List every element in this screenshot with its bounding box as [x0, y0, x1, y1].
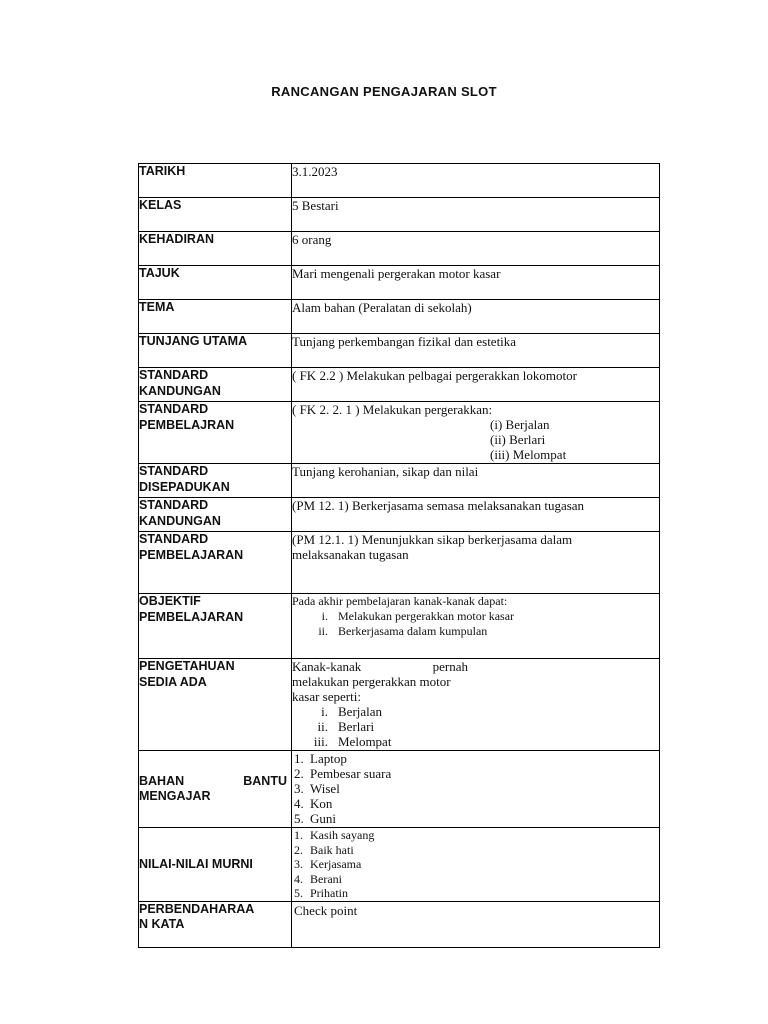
row-objektif	[139, 594, 660, 659]
list-text: Berani	[310, 871, 342, 886]
value-standard-kandungan-2: (PM 12. 1) Berkerjasama semasa melaksanakan tugasan	[292, 498, 660, 532]
label-line: STANDARD	[139, 368, 209, 382]
value-perbendaharaan-kata: Check point	[292, 901, 660, 947]
label-line: STANDARD	[139, 464, 209, 478]
list-number: ii.	[317, 719, 328, 734]
list-item	[294, 796, 659, 811]
label-standard-kandungan-1	[139, 368, 292, 402]
label-standard-pembelajaran-2	[139, 532, 292, 594]
list-text: Guni	[310, 811, 336, 826]
value-objektif	[292, 594, 660, 659]
list-number: 4.	[294, 796, 304, 811]
label-line: DISEPADUKAN	[139, 479, 230, 494]
list-number: 1.	[294, 828, 303, 842]
list-number: 3.	[294, 857, 303, 871]
list-item	[294, 886, 659, 901]
value-kehadiran: 6 orang	[292, 232, 660, 266]
standard-text-line: melaksanakan tugasan	[292, 547, 409, 562]
list-number: ii.	[318, 624, 328, 638]
label-perbendaharaan-kata	[139, 901, 292, 947]
label-kehadiran: KEHADIRAN	[139, 232, 292, 266]
row-perbendaharaan-kata	[139, 901, 660, 947]
label-line: OBJEKTIF	[139, 594, 201, 608]
label-line: KANDUNGAN	[139, 383, 221, 398]
row-kelas	[139, 198, 660, 232]
label-nilai-murni: NILAI-NILAI MURNI	[139, 828, 292, 902]
label-line: STANDARD	[139, 402, 209, 416]
list-text: Melakukan pergerakkan motor kasar	[338, 609, 515, 623]
list-text: Kasih sayang	[310, 828, 375, 842]
list-item	[292, 609, 659, 624]
label-word: BAHAN	[139, 773, 185, 788]
list-item: (ii) Berlari	[490, 432, 546, 447]
page-title: RANCANGAN PENGAJARAN SLOT	[271, 84, 497, 99]
label-bahan-bantu	[139, 751, 292, 828]
label-standard-kandungan-2	[139, 498, 292, 532]
list-number: 4.	[294, 871, 303, 886]
label-line	[139, 774, 291, 790]
value-standard-pembelajaran-1	[292, 402, 660, 464]
lesson-plan-table	[138, 163, 660, 948]
row-standard-pembelajaran-1	[139, 402, 660, 464]
objective-intro: Pada akhir pembelajaran kanak-kanak dapat:	[292, 594, 508, 608]
row-standard-pembelajaran-2	[139, 532, 660, 594]
row-pengetahuan	[139, 659, 660, 751]
label-standard-disepadukan	[139, 464, 292, 498]
list-item	[294, 766, 659, 781]
list-item	[294, 872, 659, 887]
list-item	[294, 828, 659, 843]
label-line: PERBENDAHARAA	[139, 901, 255, 916]
standard-text-line: (PM 12.1. 1) Menunjukkan sikap berkerjasama dalam	[292, 532, 573, 547]
label-line: PEMBELAJARAN	[139, 609, 244, 624]
row-tunjang-utama	[139, 334, 660, 368]
list-text: Baik hati	[310, 842, 354, 857]
row-nilai-murni	[139, 828, 660, 902]
label-line: KANDUNGAN	[139, 513, 221, 528]
value-standard-kandungan-1: ( FK 2.2 ) Melakukan pelbagai pergerakkan lokomotor	[292, 368, 660, 402]
list-number: i.	[321, 704, 328, 719]
label-line: STANDARD	[139, 532, 209, 546]
list-text: Prihatin	[310, 886, 348, 900]
label-tema: TEMA	[139, 300, 292, 334]
list-number: iii.	[313, 734, 328, 749]
row-standard-disepadukan	[139, 464, 660, 498]
list-item	[292, 704, 659, 719]
list-number: 5.	[294, 811, 304, 826]
list-item: (i) Berjalan	[490, 417, 550, 432]
list-number: 1.	[294, 751, 304, 766]
row-standard-kandungan-1	[139, 368, 660, 402]
list-text: Laptop	[310, 751, 347, 766]
row-tarikh	[139, 164, 660, 198]
value-tema: Alam bahan (Peralatan di sekolah)	[292, 300, 660, 334]
label-tajuk: TAJUK	[139, 266, 292, 300]
row-tajuk	[139, 266, 660, 300]
label-word: BANTU	[243, 773, 287, 788]
list-number: 3.	[294, 781, 304, 796]
text-line: kasar seperti:	[292, 689, 361, 704]
list-text: Melompat	[338, 734, 392, 749]
text-line	[292, 659, 468, 674]
value-nilai-murni	[292, 828, 660, 902]
text-word: pernah	[432, 659, 468, 674]
label-line: MENGAJAR	[139, 789, 211, 803]
value-tarikh: 3.1.2023	[292, 164, 660, 198]
row-bahan-bantu	[139, 751, 660, 828]
row-kehadiran	[139, 232, 660, 266]
label-line: STANDARD	[139, 498, 209, 512]
list-number: 2.	[294, 842, 303, 857]
list-item	[294, 843, 659, 858]
standard-text: ( FK 2. 2. 1 ) Melakukan pergerakkan:	[292, 402, 493, 417]
list-text: Kerjasama	[310, 857, 362, 871]
list-text: Kon	[310, 796, 333, 811]
value-standard-pembelajaran-2	[292, 532, 660, 594]
list-text: Berjalan	[338, 704, 383, 719]
list-item	[294, 751, 659, 766]
list-item: (iii) Melompat	[490, 447, 567, 462]
list-item	[292, 624, 659, 639]
row-tema	[139, 300, 660, 334]
list-text: Berlari	[338, 719, 375, 734]
label-kelas: KELAS	[139, 198, 292, 232]
value-standard-disepadukan: Tunjang kerohanian, sikap dan nilai	[292, 464, 660, 498]
label-line: PEMBELAJARAN	[139, 547, 244, 562]
list-text: Wisel	[310, 781, 340, 796]
value-tajuk: Mari mengenali pergerakan motor kasar	[292, 266, 660, 300]
list-item	[294, 781, 659, 796]
list-text: Berkerjasama dalam kumpulan	[338, 624, 488, 638]
label-line: PEMBELAJRAN	[139, 417, 235, 432]
label-tunjang-utama: TUNJANG UTAMA	[139, 334, 292, 368]
list-item	[294, 811, 659, 826]
list-number: 2.	[294, 766, 304, 781]
list-item	[292, 734, 659, 749]
list-item	[292, 719, 659, 734]
value-pengetahuan	[292, 659, 660, 751]
text-line: melakukan pergerakkan motor	[292, 674, 451, 689]
value-tunjang-utama: Tunjang perkembangan fizikal dan estetika	[292, 334, 660, 368]
label-line: PENGETAHUAN	[139, 659, 235, 673]
list-number: 5.	[294, 886, 303, 900]
label-tarikh: TARIKH	[139, 164, 292, 198]
label-pengetahuan	[139, 659, 292, 751]
label-line: N KATA	[139, 917, 185, 931]
text-word: Kanak-kanak	[292, 659, 362, 674]
label-objektif	[139, 594, 292, 659]
list-number: i.	[321, 609, 328, 623]
list-text: Pembesar suara	[310, 766, 392, 781]
label-standard-pembelajaran-1	[139, 402, 292, 464]
list-item	[294, 857, 659, 872]
value-kelas: 5 Bestari	[292, 198, 660, 232]
value-bahan-bantu	[292, 751, 660, 828]
label-line: SEDIA ADA	[139, 674, 207, 689]
row-standard-kandungan-2	[139, 498, 660, 532]
